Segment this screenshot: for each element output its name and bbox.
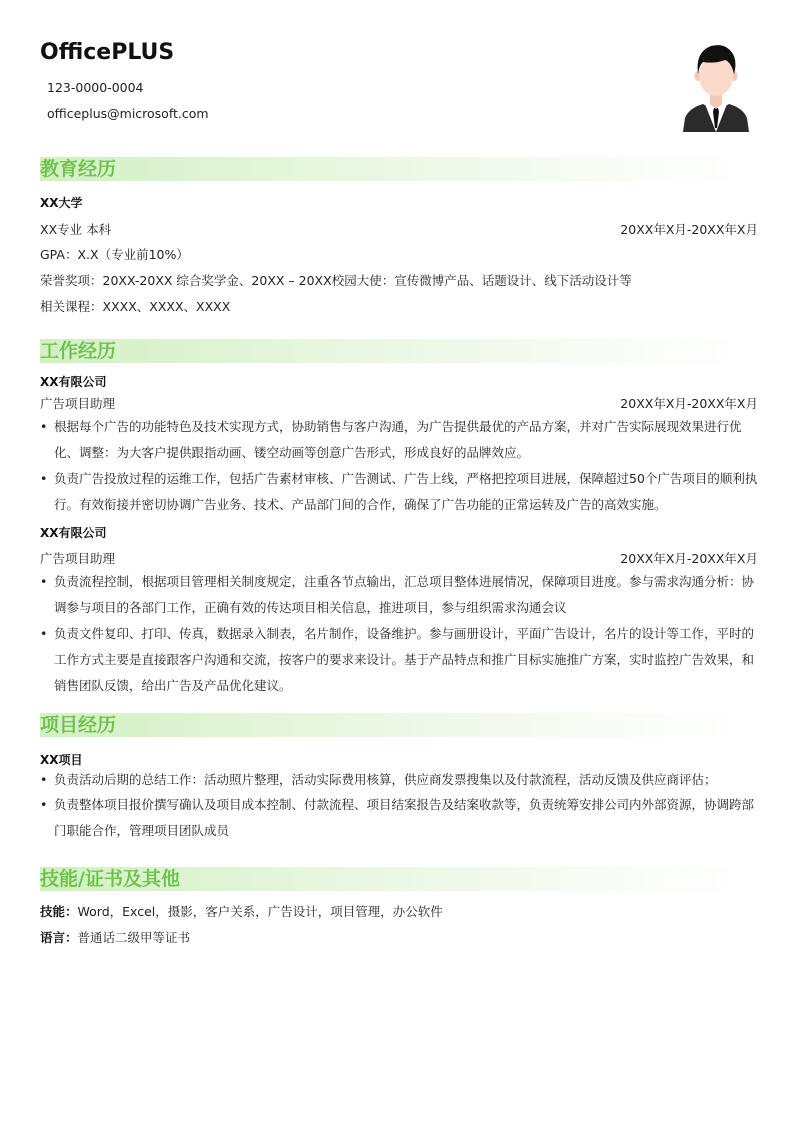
job-position: 广告项目助理 bbox=[40, 551, 116, 566]
bullet-dot-icon: • bbox=[40, 626, 48, 641]
project-name: XX项目 bbox=[40, 753, 83, 767]
job-bullet: • 负责流程控制，根据项目管理相关制度规定，注重各节点输出，汇总项目整体进展情况，保障项目进度。参与需求沟通分析：协调参与项目的各部门工作，正确有效的传达项目相关信息，推进项目，参与组织需求沟通会议 bbox=[40, 569, 765, 621]
gpa-line: GPA：X.X（专业前10%） bbox=[40, 247, 189, 262]
education-title: 教育经历 bbox=[40, 158, 117, 180]
job-period: 20XX年X月-20XX年X月 bbox=[620, 396, 758, 411]
phone-number: 123-0000-0004 bbox=[47, 80, 144, 95]
work-section-header bbox=[40, 339, 750, 363]
education-section-header bbox=[40, 157, 750, 181]
resume-name: OfficePLUS bbox=[40, 40, 175, 65]
job-period: 20XX年X月-20XX年X月 bbox=[620, 551, 758, 566]
skills-section-header bbox=[40, 867, 750, 891]
bullet-dot-icon: • bbox=[40, 797, 48, 812]
project-bullet: • 负责活动后期的总结工作：活动照片整理，活动实际费用核算，供应商发票搜集以及付款流程，活动反馈及供应商评估； bbox=[40, 767, 765, 793]
skills-title: 技能/证书及其他 bbox=[40, 868, 180, 890]
company-name: XX有限公司 bbox=[40, 375, 107, 389]
language-value: 普通话二级甲等证书 bbox=[77, 930, 191, 945]
skills-value: Word，Excel，摄影，客户关系，广告设计，项目管理，办公软件 bbox=[77, 904, 443, 919]
honors-line: 荣誉奖项：20XX-20XX 综合奖学金、20XX – 20XX校园大使：宣传微博产品、话题设计、线下活动设计等 bbox=[40, 273, 632, 288]
education-period: 20XX年X月-20XX年X月 bbox=[620, 222, 758, 237]
email-address: officeplus@microsoft.com bbox=[47, 106, 209, 121]
project-title: 项目经历 bbox=[40, 714, 117, 736]
bullet-dot-icon: • bbox=[40, 471, 48, 486]
bullet-dot-icon: • bbox=[40, 574, 48, 589]
job-bullet: • 根据每个广告的功能特色及技术实现方式，协助销售与客户沟通，为广告提供最优的产品方案，并对广告实际展现效果进行优化、调整：为大客户提供跟指动画、镂空动画等创意广告形式，形成良好的品牌效应。 bbox=[40, 414, 765, 466]
major-degree: XX专业 本科 bbox=[40, 222, 112, 237]
company-name: XX有限公司 bbox=[40, 526, 107, 540]
language-line bbox=[40, 928, 190, 946]
job-position: 广告项目助理 bbox=[40, 396, 116, 411]
language-label: 语言： bbox=[40, 930, 78, 945]
job-bullet: • 负责文件复印、打印、传真，数据录入制表，名片制作，设备维护。参与画册设计，平面广告设计，名片的设计等工作，平时的工作方式主要是直接跟客户沟通和交流，按客户的要求来设计。基于产品特点和推广目标实施推广方案，实时监控广告效果，和销售团队反馈，给出广告及产品优化建议。 bbox=[40, 621, 765, 699]
project-section-header bbox=[40, 713, 750, 737]
project-bullet: • 负责整体项目报价撰写确认及项目成本控制、付款流程、项目结案报告及结案收款等，负责统筹安排公司内外部资源，协调跨部门职能合作，管理项目团队成员 bbox=[40, 792, 765, 844]
work-title: 工作经历 bbox=[40, 340, 117, 362]
school-name: XX大学 bbox=[40, 196, 83, 210]
bullet-dot-icon: • bbox=[40, 419, 48, 434]
avatar-icon bbox=[681, 38, 751, 132]
bullet-dot-icon: • bbox=[40, 772, 48, 787]
courses-line: 相关课程：XXXX、XXXX、XXXX bbox=[40, 299, 231, 314]
skills-line bbox=[40, 902, 443, 920]
job-bullet: • 负责广告投放过程的运维工作，包括广告素材审核、广告测试、广告上线，严格把控项目进展，保障超过50个广告项目的顺利执行。有效衔接并密切协调广告业务、技术、产品部门间的合作，确保了广告功能的正常运转及广告的高效实施。 bbox=[40, 466, 765, 518]
skills-label: 技能： bbox=[40, 904, 78, 919]
